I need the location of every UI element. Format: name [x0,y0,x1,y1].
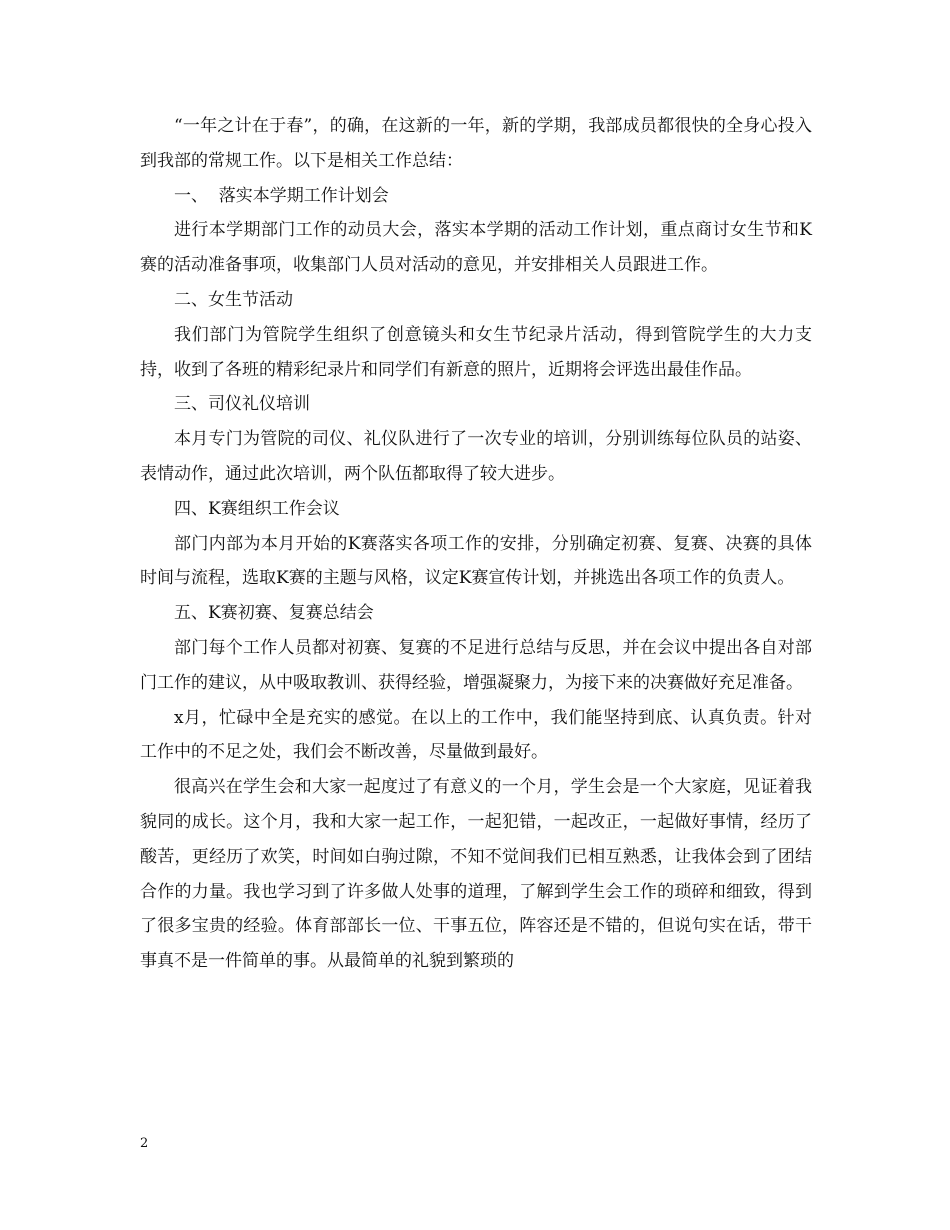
page-number: 2 [140,1136,149,1151]
section-heading-3: 三、司仪礼仪培训 [174,394,310,415]
section-paragraph-1: 进行本学期部门工作的动员大会，落实本学期的活动工作计划，重点商讨女生节和K赛的活动准备事项，收集部门人员对活动的意见，并安排相关人员跟进工作。 [140,220,812,276]
section-paragraph-3: 本月专门为管院的司仪、礼仪队进行了一次专业的培训，分别训练每位队员的站姿、表情动作，通过此次培训，两个队伍都取得了较大进步。 [140,429,812,484]
section-heading-4: 四、K赛组织工作会议 [174,498,340,519]
section-paragraph-4: 部门内部为本月开始的K赛落实各项工作的安排，分别确定初赛、复赛、决赛的具体时间与流程，选取K赛的主题与风格，议定K赛宣传计划，并挑选出各项工作的负责人。 [140,533,812,589]
section-paragraph-2: 我们部门为管院学生组织了创意镜头和女生节纪录片活动，得到管院学生的大力支持，收到了各班的精彩纪录片和同学们有新意的照片，近期将会评选出最佳作品。 [140,324,812,380]
section-paragraph-5: 部门每个工作人员都对初赛、复赛的不足进行总结与反思，并在会议中提出各自对部门工作的建议，从中吸取教训、获得经验，增强凝聚力，为接下来的决赛做好充足准备。 [140,637,812,693]
summary-paragraph: x月，忙碌中全是充实的感觉。在以上的工作中，我们能坚持到底、认真负责。针对工作中的不足之处，我们会不断改善，尽量做到最好。 [140,707,812,763]
reflection-paragraph: 很高兴在学生会和大家一起度过了有意义的一个月，学生会是一个大家庭，见证着我貌同的成长。这个月，我和大家一起工作，一起犯错，一起改正，一起做好事情，经历了酸苦，更经历了欢笑，时间如白驹过隙，不知不觉间我们已相互熟悉，让我体会到了团结合作的力量。我也学习到了许多做人处事的道理，了解到学生会工作的琐碎和细致，得到了很多宝贵的经验。体育部部长一位、干事五位，阵容还是不错的，但说句实在话，带干事真不是一件简单的事。从最简单的礼貌到繁琐的 [140,777,812,972]
section-heading-5: 五、K赛初赛、复赛总结会 [174,603,374,624]
section-heading-1: 一、 落实本学期工作计划会 [174,185,389,206]
intro-paragraph: “一年之计在于春”，的确，在这新的一年，新的学期，我部成员都很快的全身心投入到我部的常规工作。以下是相关工作总结： [140,116,812,171]
document-body [140,109,812,979]
section-heading-2: 二、女生节活动 [174,289,293,310]
